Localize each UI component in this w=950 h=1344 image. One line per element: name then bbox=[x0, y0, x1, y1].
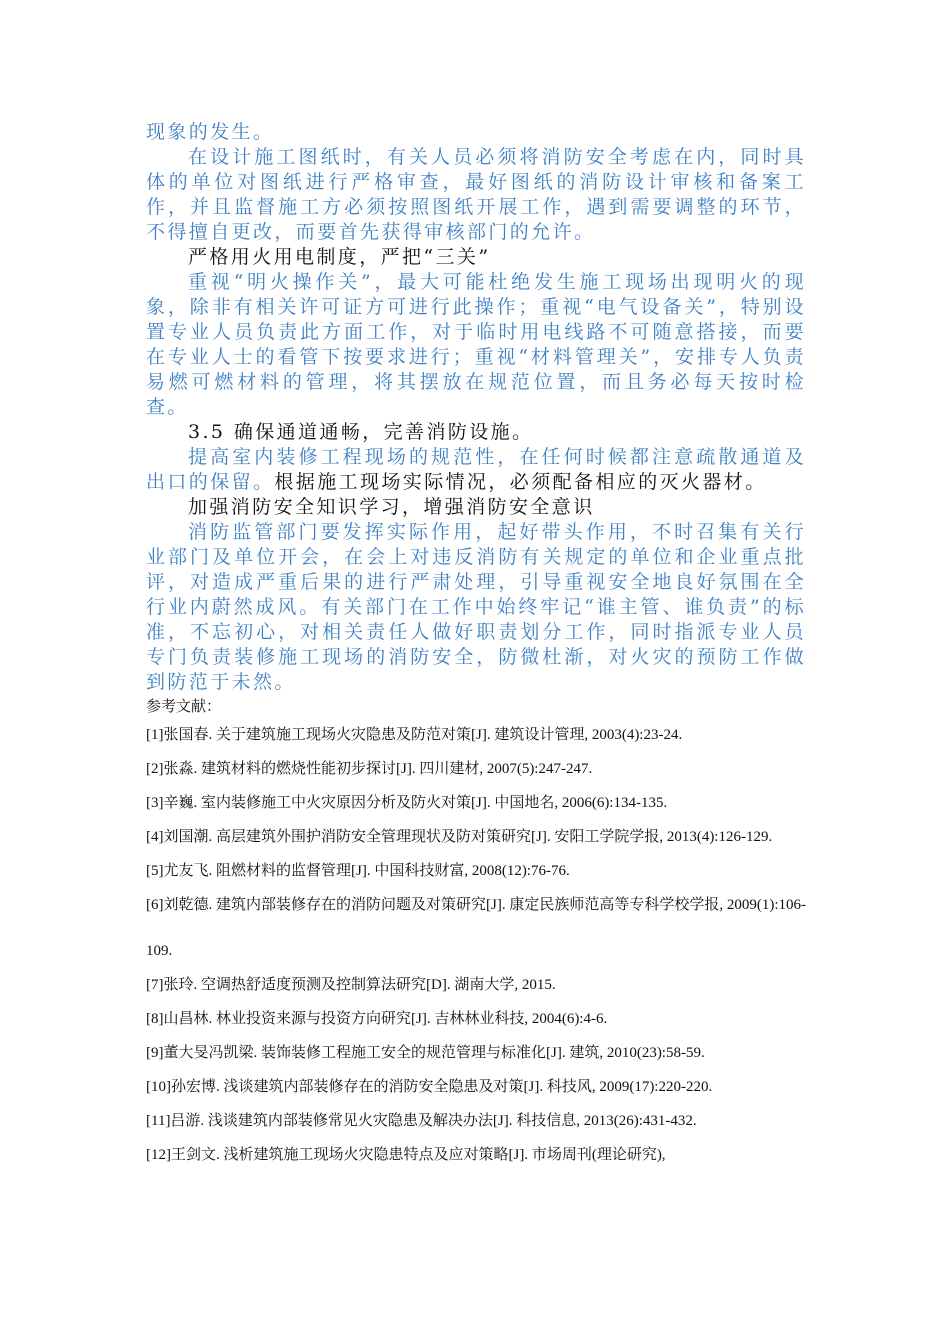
reference-item: [8]山昌林. 林业投资来源与投资方向研究[J]. 吉林林业科技, 2004(6):4-6. bbox=[146, 1011, 608, 1027]
reference-item: [2]张淼. 建筑材料的燃烧性能初步探讨[J]. 四川建材, 2007(5):247-247. bbox=[146, 761, 593, 777]
reference-item: [3]辛巍. 室内装修施工中火灾原因分析及防火对策[J]. 中国地名, 2006(6):134-135. bbox=[146, 795, 668, 811]
references-title: 参考文献： bbox=[146, 699, 222, 715]
reference-item: [12]王剑文. 浅析建筑施工现场火灾隐患特点及应对策略[J]. 市场周刊(理论研究), bbox=[146, 1147, 666, 1163]
reference-item: [7]张玲. 空调热舒适度预测及控制算法研究[D]. 湖南大学, 2015. bbox=[146, 977, 556, 993]
reference-item: [9]董大旻冯凯梁. 装饰装修工程施工安全的规范管理与标准化[J]. 建筑, 2010(23):58-59. bbox=[146, 1045, 705, 1061]
paragraph-supervision: 消防监管部门要发挥实际作用，起好带头作用，不时召集有关行业部门及单位开会，在会上对违反消防有关规定的单位和企业重点批评，对造成严重后果的进行严肃处理，引导重视安全地良好氛围在全行业内蔚然成风。有关部门在工作中始终牢记“谁主管、谁负责”的标准，不忘初心，对相关责任人做好职责划分工作，同时指派专业人员专门负责装修施工现场的消防安全，防微杜渐，对火灾的预防工作做到防范于未然。 bbox=[146, 521, 806, 693]
document-content bbox=[146, 120, 806, 1178]
paragraph-passages bbox=[146, 445, 806, 495]
paragraph-drawing-review: 在设计施工图纸时，有关人员必须将消防安全考虑在内，同时具体的单位对图纸进行严格审查，最好图纸的消防设计审核和备案工作，并且监督施工方必须按照图纸开展工作，遇到需要调整的环节，不得擅自更改，而要首先获得审核部门的允许。 bbox=[146, 146, 806, 243]
section-heading-3-5: 3.5 确保通道通畅，完善消防设施。 bbox=[188, 421, 534, 443]
reference-item: [5]尤友飞. 阻燃材料的监督管理[J]. 中国科技财富, 2008(12):76-76. bbox=[146, 863, 570, 879]
paragraph-passages-part-a: 提高室内装修工程现场的规范性，在任何时候都注意疏散通道及出口的保留。 bbox=[146, 446, 806, 493]
reference-item: [1]张国春. 关于建筑施工现场火灾隐患及防范对策[J]. 建筑设计管理, 2003(4):23-24. bbox=[146, 727, 683, 743]
paragraph-three-checks: 重视“明火操作关”，最大可能杜绝发生施工现场出现明火的现象，除非有相关许可证方可进行此操作；重视“电气设备关”，特别设置专业人员负责此方面工作，对于临时用电线路不可随意搭接，而要在专业人士的看管下按要求进行；重视“材料管理关”，安排专人负责易燃可燃材料的管理，将其摆放在规范位置，而且务必每天按时检查。 bbox=[146, 271, 806, 418]
section-heading-fire-electric: 严格用火用电制度，严把“三关” bbox=[188, 246, 491, 268]
reference-item: [11]吕游. 浅谈建筑内部装修常见火灾隐患及解决办法[J]. 科技信息, 2013(26):431-432. bbox=[146, 1113, 697, 1129]
reference-item: [10]孙宏博. 浅谈建筑内部装修存在的消防安全隐患及对策[J]. 科技风, 2009(17):220-220. bbox=[146, 1079, 713, 1095]
paragraph-passages-part-b: 根据施工现场实际情况，必须配备相应的灭火器材。 bbox=[274, 471, 767, 493]
reference-item: [4]刘国潮. 高层建筑外围护消防安全管理现状及防对策研究[J]. 安阳工学院学报, 2013(4):126-129. bbox=[146, 829, 773, 845]
section-heading-safety-knowledge: 加强消防安全知识学习，增强消防安全意识 bbox=[188, 496, 595, 518]
paragraph-continuation: 现象的发生。 bbox=[146, 121, 275, 143]
reference-item: [6]刘乾德. 建筑内部装修存在的消防问题及对策研究[J]. 康定民族师范高等专科学校学报, 2009(1):106-109. bbox=[146, 897, 806, 959]
